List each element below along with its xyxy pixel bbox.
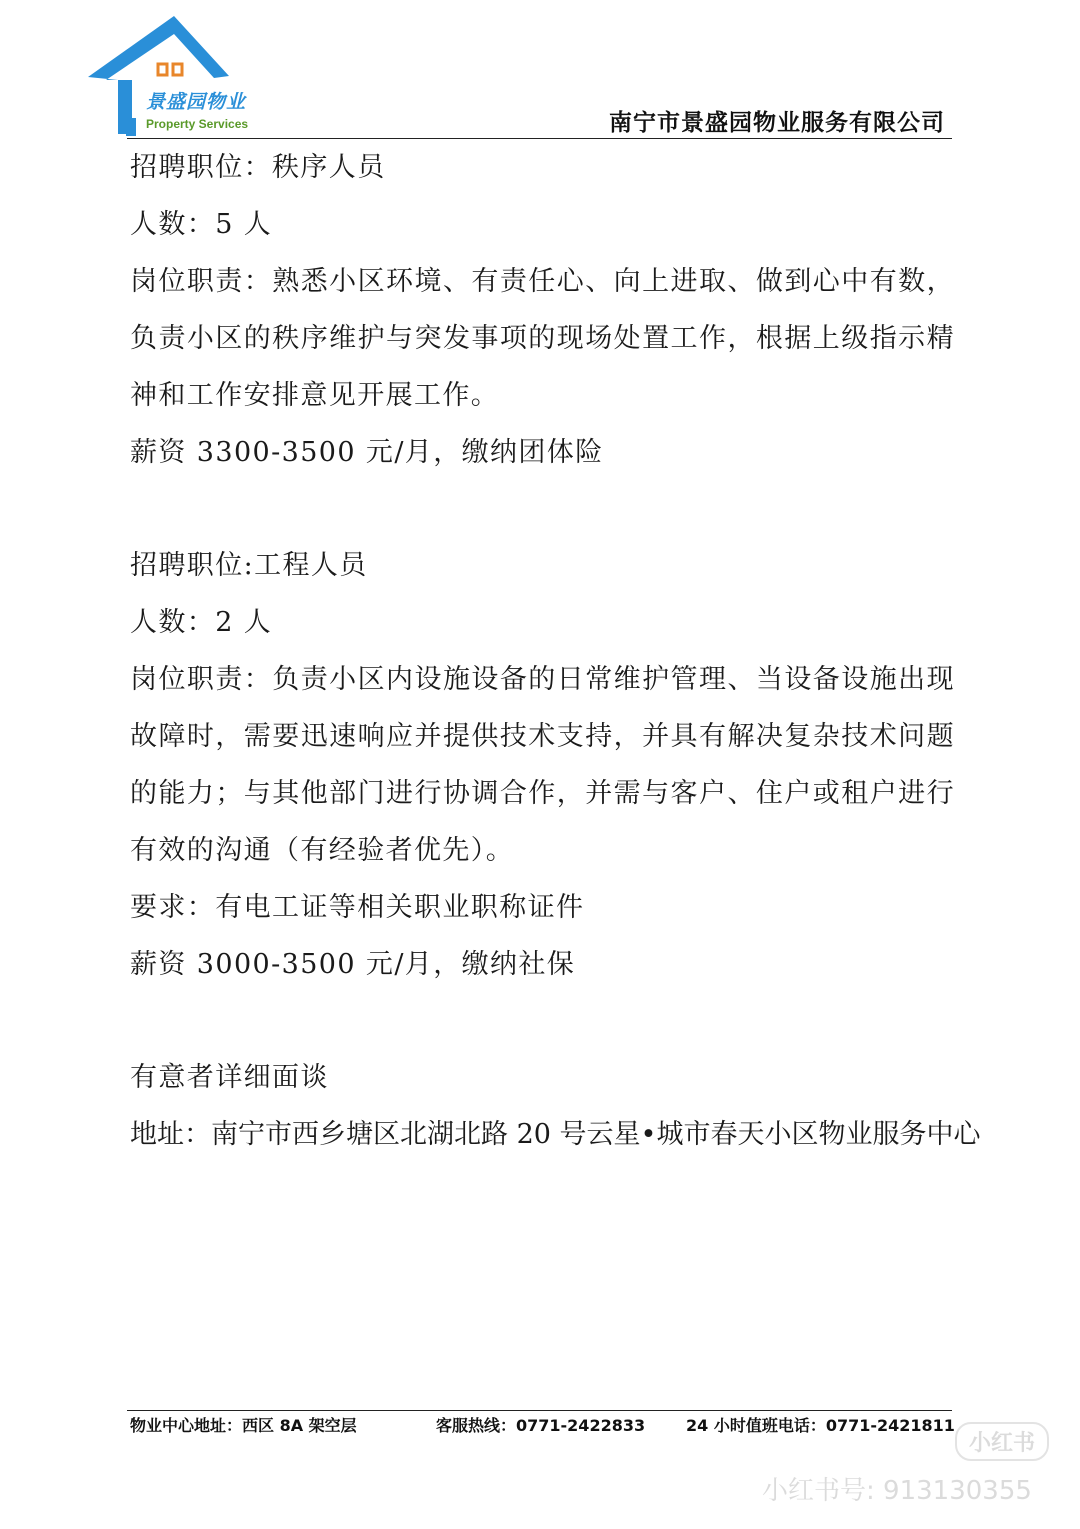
job2-salary: 薪资 3000-3500 元/月，缴纳社保 (130, 949, 576, 980)
job1-title: 招聘职位：秩序人员 (130, 152, 386, 183)
job2-title: 招聘职位:工程人员 (130, 550, 368, 581)
footer-office-address: 物业中心地址：西区 8A 架空层 (130, 1416, 357, 1435)
logo-brand-cn: 景盛园物业 (146, 91, 247, 113)
job1-count: 人数：5 人 (130, 209, 273, 240)
watermark-brand: 小红书 (955, 1422, 1049, 1461)
job1-duties: 岗位职责：熟悉小区环境、有责任心、向上进取、做到心中有数，负责小区的秩序维护与突发事项的现场处置工作，根据上级指示精神和工作安排意见开展工作。 (130, 266, 955, 411)
address: 地址：南宁市西乡塘区北湖北路 20 号云星•城市春天小区物业服务中心 (130, 1119, 981, 1150)
interview-note: 有意者详细面谈 (130, 1062, 329, 1093)
logo-brand-en: Property Services (146, 117, 249, 131)
footer-duty-phone: 24 小时值班电话：0771-2421811 (686, 1416, 955, 1435)
footer-divider (127, 1410, 952, 1411)
job2-duties: 岗位职责：负责小区内设施设备的日常维护管理、当设备设施出现故障时，需要迅速响应并提供技术支持，并具有解决复杂技术问题的能力；与其他部门进行协调合作，并需与客户、住户或租户进行有效的沟通（有经验者优先）。 (130, 664, 955, 866)
job2-requirement: 要求：有电工证等相关职业职称证件 (130, 892, 585, 923)
document-body (130, 139, 981, 1163)
company-name: 南宁市景盛园物业服务有限公司 (609, 110, 945, 136)
job1-salary: 薪资 3300-3500 元/月，缴纳团体险 (130, 437, 604, 468)
footer-hotline: 客服热线：0771-2422833 (436, 1416, 646, 1435)
job2-count: 人数：2 人 (130, 607, 273, 638)
watermark-id: 小红书号: 913130355 (762, 1476, 1032, 1506)
